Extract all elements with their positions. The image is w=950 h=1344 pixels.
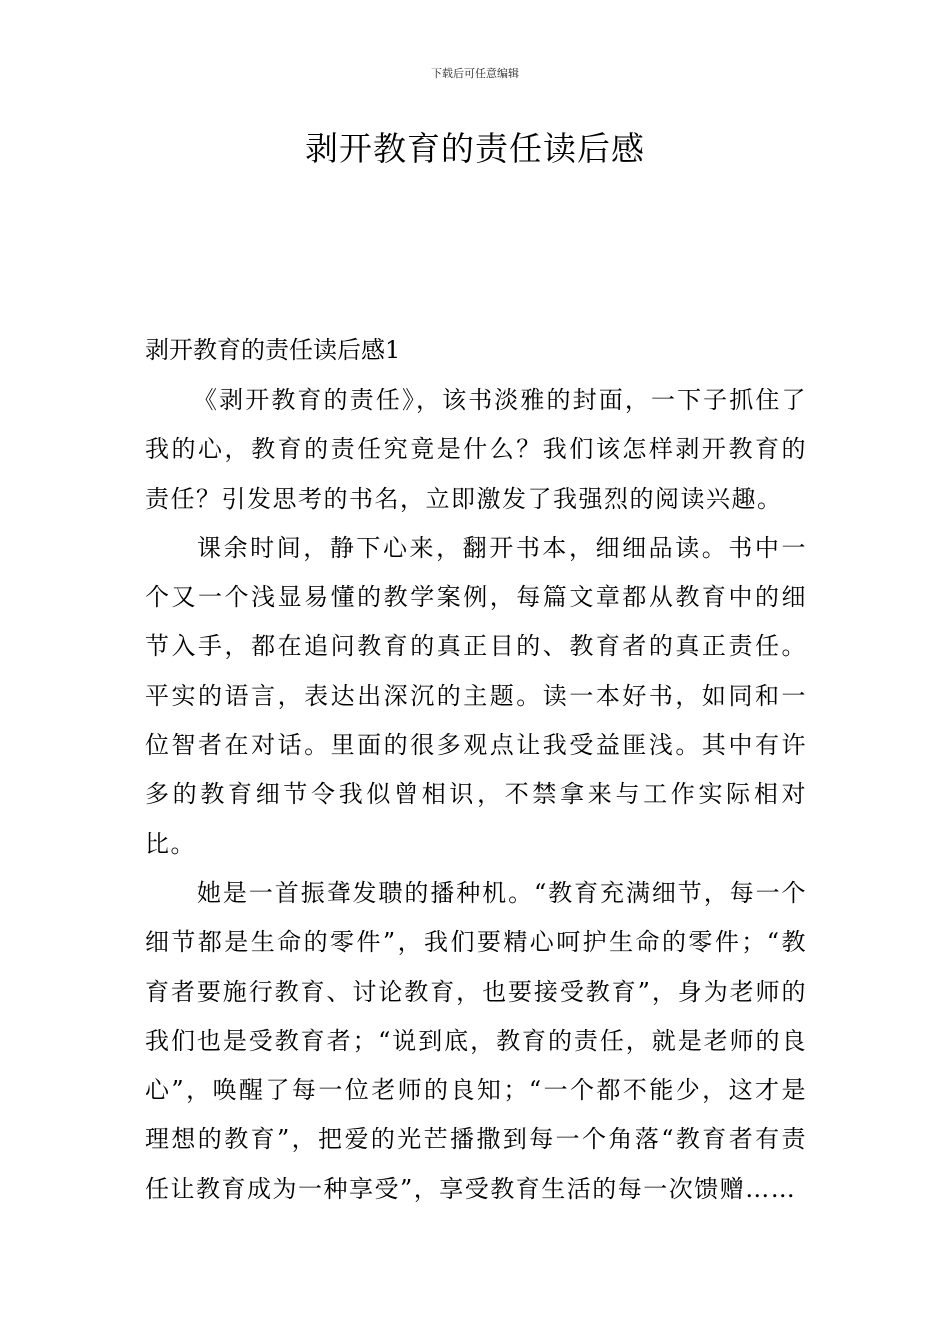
- document-title: 剥开教育的责任读后感: [305, 129, 645, 168]
- paragraph-3: 她是一首振聋发聩的播种机。“教育充满细节，每一个细节都是生命的零件”，我们要精心呵护生命的零件；“教育者要施行教育、讨论教育，也要接受教育”，身为老师的我们也是受教育者；“说到底，教育的责任，就是老师的良心”，唤醒了每一位老师的良知；“一个都不能少，这才是理想的教育”，把爱的光芒播撒到每一个角落“教育者有责任让教育成为一种享受”，享受教育生活的每一次馈赠……: [145, 878, 807, 1203]
- section-heading: 剥开教育的责任读后感1: [145, 336, 401, 364]
- header-note: 下载后可任意编辑: [431, 67, 519, 80]
- paragraph-2: 课余时间，静下心来，翻开书本，细细品读。书中一个又一个浅显易懂的教学案例，每篇文章都从教育中的细节入手，都在追问教育的真正目的、教育者的真正责任。平实的语言，表达出深沉的主题。读一本好书，如同和一位智者在对话。里面的很多观点让我受益匪浅。其中有许多的教育细节令我似曾相识，不禁拿来与工作实际相对比。: [145, 533, 807, 858]
- body-text: [145, 376, 807, 1214]
- paragraph-1: 《剥开教育的责任》，该书淡雅的封面，一下子抓住了我的心，教育的责任究竟是什么？我们该怎样剥开教育的责任？引发思考的书名，立即激发了我强烈的阅读兴趣。: [145, 386, 807, 513]
